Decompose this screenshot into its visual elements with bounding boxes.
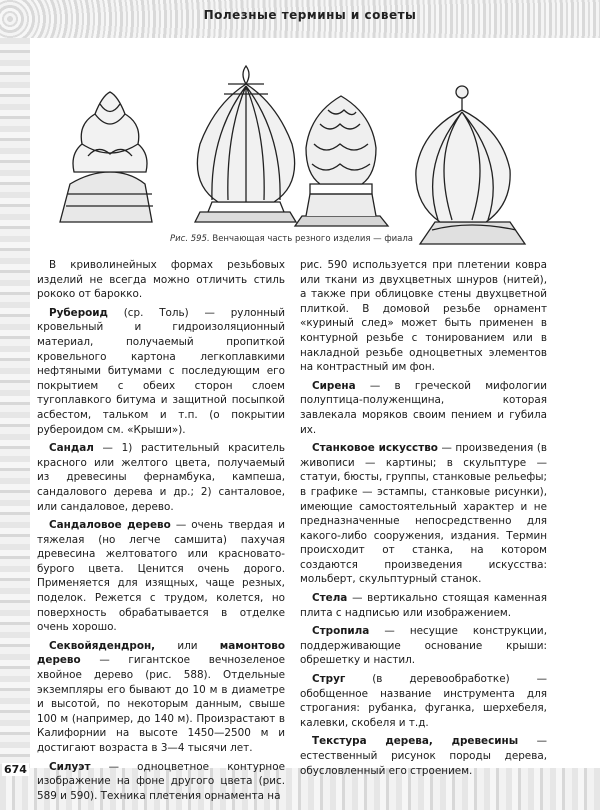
- entry-sequoiadendron: [37, 639, 285, 756]
- entry-stele: [300, 591, 547, 620]
- term: Стропила: [312, 625, 370, 638]
- term: Текстура дерева, древесины: [312, 735, 519, 748]
- term: Силуэт: [49, 760, 91, 773]
- entry-sandal-tree: [37, 518, 285, 635]
- term: Струг: [312, 673, 346, 686]
- term: Станковое искусство: [312, 442, 438, 455]
- entry-siren: [300, 379, 547, 437]
- entry-silhouette: [37, 760, 285, 804]
- caption-text: Венчающая часть резного изделия — фиала: [212, 234, 413, 244]
- figure-caption: [170, 234, 580, 244]
- definition: — естественный рисунок породы дерева, обусловленный его строением.: [300, 735, 547, 777]
- entry-sandal: [37, 441, 285, 514]
- finial-twisted-onion: [416, 86, 525, 244]
- text-column-right: [300, 258, 547, 782]
- definition: — вертикально стоящая каменная плита с надписью или изображением.: [300, 592, 547, 619]
- entry-rafters: [300, 624, 547, 668]
- caption-label: Рис. 595.: [170, 234, 210, 244]
- term: Секвойядендрон,: [49, 639, 156, 652]
- term-note: (в деревообработке): [372, 673, 510, 686]
- definition: — произведения (в живописи — картины; в скульптуре — статуи, бюсты, группы, станковые рельефы; в графике — эстампы, станковые рисунки), имеющие самостоятельный характер и не предназначенные непосредственно для какого-либо сооружения, издания. Термин происходит от станка, на котором создаются произведения искусства: мольберт, скульптурный станок.: [300, 442, 548, 586]
- definition: — в греческой мифологии полуптица-полуженщина, которая завлекала моряков своим пением и губила их.: [300, 379, 548, 436]
- continued-paragraph: рис. 590 используется при плетении ковра или ткани из двухцветных шнуров (нитей), а также при облицовке стены двухцветной плиткой. В домовой резьбе орнамент «куриный след» может быть применен в контурной резьбе с тонированием или в накладной резьбе одноцветных элементов на контрастный им фон.: [300, 259, 547, 374]
- term: Сандаловое дерево: [49, 519, 171, 532]
- definition: — рулонный кровельный и гидроизоляционный материал, получаемый пропиткой кровельного картона легкоплавкими нефтяными битумами с последующим его покрытием с обеих сторон слоем тугоплавкого битума и защитной посыпкой асбестом, тальком и т.п. (о покрытии рубероидом см. «Крыши»).: [37, 306, 285, 436]
- text-column-left: [37, 258, 285, 807]
- figure-finials: [40, 44, 585, 250]
- running-header: Полезные термины и советы: [203, 8, 417, 22]
- intro-paragraph: В криволинейных формах резьбовых изделий не всегда можно отличить стиль рококо от барокко.: [37, 259, 285, 301]
- definition: — очень твердая и тяжелая (но легче самшита) пахучая древесина желтоватого или красновато-бурого цвета. Ценится очень дорого. Применяется для изящных, чаще резных, поделок. Режется с трудом, колется, но поверхность обрабатывается в отделке очень хорошо.: [37, 519, 285, 634]
- ornamental-border-left: [0, 38, 30, 810]
- term-alt: мамонтово дерево: [37, 639, 285, 667]
- entry-ruberoid: [37, 306, 285, 437]
- page-number: 674: [4, 763, 27, 776]
- definition: — гигантское вечнозеленое хвойное дерево (рис. 588). Отдельные экземпляры его бывают до 10 м в диаметре и высотой, по некоторым данным, свыше 100 м (например, до 140 м). Произрастают в Калифорнии на высоте 1450—2500 м и достигают возраста в 3—4 тысячи лет.: [37, 654, 285, 754]
- term: Сирена: [312, 379, 356, 392]
- finial-crown: [60, 92, 153, 222]
- finial-ribbed-onion: [195, 66, 296, 222]
- entry-easel-art: [300, 441, 547, 587]
- definition: — несущие конструкции, поддерживающие основание крыши: обрешетку и настил.: [300, 625, 547, 667]
- definition: — 1) растительный краситель красного или желтого цвета, получаемый из древесины фернамбука, кампеша, сандалового дерева и др.; 2) санталовое, или сандаловое, дерево.: [37, 442, 285, 513]
- term: Стела: [312, 592, 348, 605]
- term: Сандал: [49, 442, 94, 455]
- entry-plane: [300, 672, 547, 730]
- term: Рубероид: [49, 306, 108, 319]
- definition: — одноцветное контурное изображение на фоне другого цвета (рис. 589 и 590). Техника плетения орнамента на: [37, 760, 285, 802]
- definition: — обобщенное название инструмента для строгания: рубанка, фуганка, шерхебеля, калевки, скобеля и т.д.: [300, 673, 547, 729]
- term-note: или: [177, 639, 198, 652]
- entry-wood-texture: [300, 734, 547, 778]
- term-note: (ср. Толь): [123, 306, 189, 319]
- finials-illustration: [40, 44, 585, 250]
- finial-pine-cone: [295, 96, 388, 226]
